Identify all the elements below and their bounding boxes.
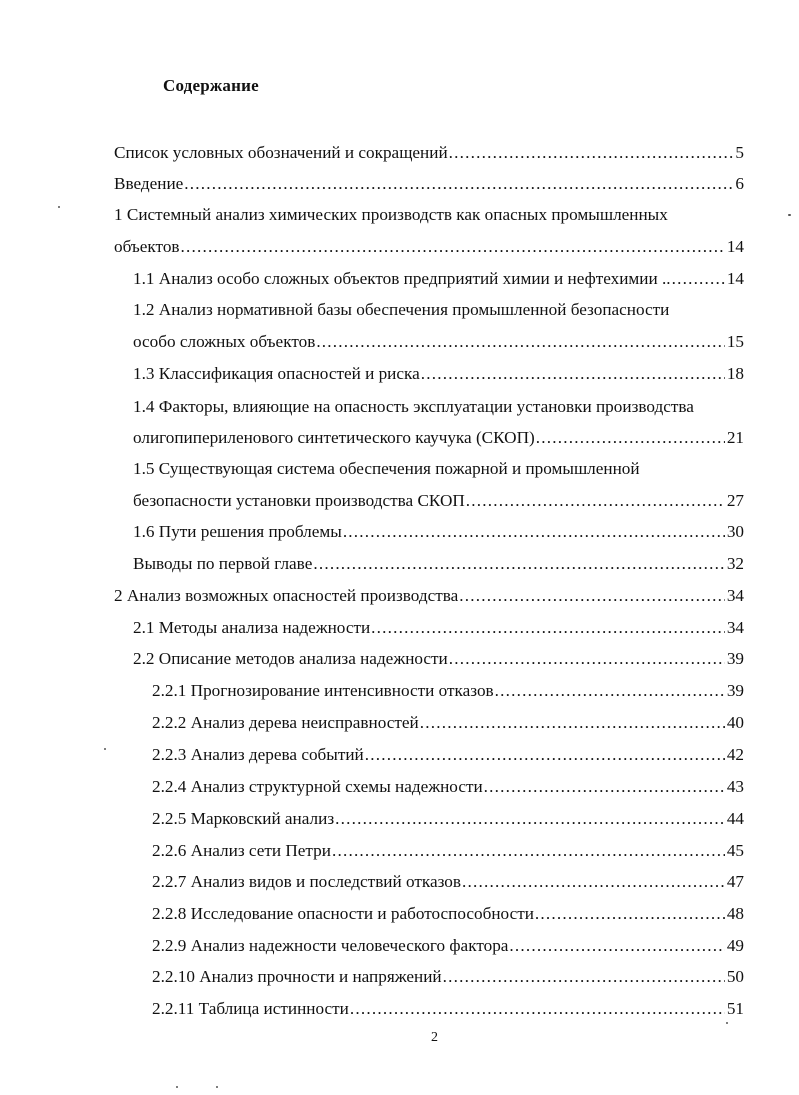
toc-leader-dots [313, 551, 724, 577]
toc-entry [152, 964, 744, 990]
toc-entry-page: 32 [726, 554, 744, 573]
scan-speck [104, 748, 106, 750]
toc-entry [152, 838, 744, 864]
toc-entry [133, 297, 744, 323]
toc-entry-title: 1.4 Факторы, влияющие на опасность эксплуатации установки производства [133, 397, 694, 416]
scan-speck [726, 1022, 728, 1024]
toc-entry [133, 329, 744, 355]
toc-leader-dots [420, 710, 725, 736]
toc-entry [114, 583, 744, 609]
toc-entry-title: 2.2.2 Анализ дерева неисправностей [152, 713, 419, 732]
toc-entry-title: 2.2.1 Прогнозирование интенсивности отказов [152, 681, 494, 700]
toc-entry [114, 140, 744, 166]
toc-entry-title: 1.5 Существующая система обеспечения пожарной и промышленной [133, 459, 640, 478]
toc-entry [152, 710, 744, 736]
toc-leader-dots [462, 869, 725, 895]
toc-entry-title: 1.6 Пути решения проблемы [133, 522, 342, 541]
toc-leader-dots [371, 615, 725, 641]
toc-entry-title: 2.2.5 Марковский анализ [152, 809, 335, 828]
toc-entry-title: объектов [114, 237, 180, 256]
toc-entry [133, 361, 744, 387]
toc-entry-title: 1 Системный анализ химических производств как опасных промышленных [114, 205, 668, 224]
scan-speck [788, 214, 791, 216]
toc-leader-dots [443, 964, 725, 990]
toc-entry-page: 30 [726, 522, 744, 541]
toc-entry-page: 18 [726, 364, 744, 383]
toc-entry-title: 2.2 Описание методов анализа надежности [133, 649, 448, 668]
toc-leader-dots [466, 488, 725, 514]
toc-entry [133, 266, 744, 292]
toc-entry [133, 646, 744, 672]
toc-entry-title: 2.2.6 Анализ сети Петри [152, 841, 331, 860]
toc-entry-title: Список условных обозначений и сокращений [114, 143, 448, 162]
scan-speck [216, 1086, 218, 1088]
toc-entry-title: особо сложных объектов [133, 332, 316, 351]
toc-entry-title: 2.2.4 Анализ структурной схемы надежности [152, 777, 483, 796]
toc-entry-page: 45 [726, 841, 744, 860]
toc-entry [133, 456, 744, 482]
toc-entry-title: 1.3 Классификация опасностей и риска [133, 364, 420, 383]
toc-leader-dots [365, 742, 725, 768]
toc-leader-dots [536, 425, 725, 451]
toc-entry-page: 43 [726, 777, 744, 796]
toc-entry-page: 39 [726, 681, 744, 700]
toc-entry-page: 47 [726, 872, 744, 891]
toc-leader-dots [421, 361, 725, 387]
toc-entry-page: 27 [726, 491, 744, 510]
toc-entry [114, 202, 744, 228]
toc-leader-dots [335, 806, 725, 832]
toc-leader-dots [484, 774, 725, 800]
toc-leader-dots [535, 901, 725, 927]
toc-leader-dots [449, 140, 734, 166]
toc-entry [152, 901, 744, 927]
toc-leader-dots [509, 933, 724, 959]
toc-entry [114, 171, 744, 197]
toc-entry [152, 806, 744, 832]
toc-leader-dots [672, 266, 725, 292]
toc-entry-page: 48 [726, 904, 744, 923]
toc-leader-dots [459, 583, 725, 609]
toc-entry-title: 1.1 Анализ особо сложных объектов предприятий химии и нефтехимии .. [133, 269, 671, 288]
toc-entry-title: 2.1 Методы анализа надежности [133, 618, 371, 637]
toc-entry-title: 2.2.10 Анализ прочности и напряжений [152, 967, 442, 986]
toc-entry-page: 42 [726, 745, 744, 764]
toc-leader-dots [495, 678, 725, 704]
toc-leader-dots [184, 171, 733, 197]
toc-entry [114, 234, 744, 260]
toc-entry-title: 2 Анализ возможных опасностей производства [114, 586, 459, 605]
toc-leader-dots [332, 838, 725, 864]
toc-entry-title: безопасности установки производства СКОП [133, 491, 465, 510]
toc-leader-dots [343, 519, 725, 545]
toc-entry-page: 14 [726, 237, 744, 256]
toc-entry-page: 21 [726, 428, 744, 447]
toc-entry-page: 50 [726, 967, 744, 986]
toc-entry [133, 551, 744, 577]
toc-entry-page: 34 [726, 586, 744, 605]
toc-entry-title: 2.2.3 Анализ дерева событий [152, 745, 364, 764]
toc-leader-dots [181, 234, 725, 260]
toc-entry [133, 425, 744, 451]
toc-entry [133, 519, 744, 545]
toc-entry-title: Введение [114, 174, 184, 193]
toc-entry [152, 933, 744, 959]
toc-entry-page: 44 [726, 809, 744, 828]
toc-entry-page: 40 [726, 713, 744, 732]
toc-entry [152, 742, 744, 768]
toc-entry-title: олигопипериленового синтетического каучука (СКОП) [133, 428, 535, 447]
toc-entry-page: 39 [726, 649, 744, 668]
scan-speck [58, 206, 60, 208]
toc-entry-title: Выводы по первой главе [133, 554, 313, 573]
toc-entry [152, 996, 744, 1022]
toc-entry [152, 869, 744, 895]
toc-entry-title: 2.2.8 Исследование опасности и работоспособности [152, 904, 534, 923]
toc-entry-title: 1.2 Анализ нормативной базы обеспечения промышленной безопасности [133, 300, 670, 319]
toc-leader-dots [449, 646, 725, 672]
toc-entry [152, 774, 744, 800]
toc-entry-page: 5 [735, 143, 744, 162]
toc-entry [133, 488, 744, 514]
page-title: Содержание [163, 76, 259, 95]
toc-leader-dots [350, 996, 725, 1022]
toc-entry-title: 2.2.9 Анализ надежности человеческого фактора [152, 936, 509, 955]
toc-entry-page: 14 [726, 269, 744, 288]
toc-entry-page: 15 [726, 332, 744, 351]
page-number: 2 [431, 1030, 438, 1045]
toc-entry [133, 394, 753, 420]
toc-entry-page: 34 [726, 618, 744, 637]
toc-entry [152, 678, 744, 704]
toc-entry-page: 6 [735, 174, 744, 193]
toc-leader-dots [316, 329, 725, 355]
toc-entry-page: 51 [726, 999, 744, 1018]
toc-entry-title: 2.2.7 Анализ видов и последствий отказов [152, 872, 461, 891]
toc-entry-title: 2.2.11 Таблица истинности [152, 999, 349, 1018]
scan-speck [176, 1086, 178, 1088]
toc-entry-page: 49 [726, 936, 744, 955]
toc-entry [133, 615, 744, 641]
